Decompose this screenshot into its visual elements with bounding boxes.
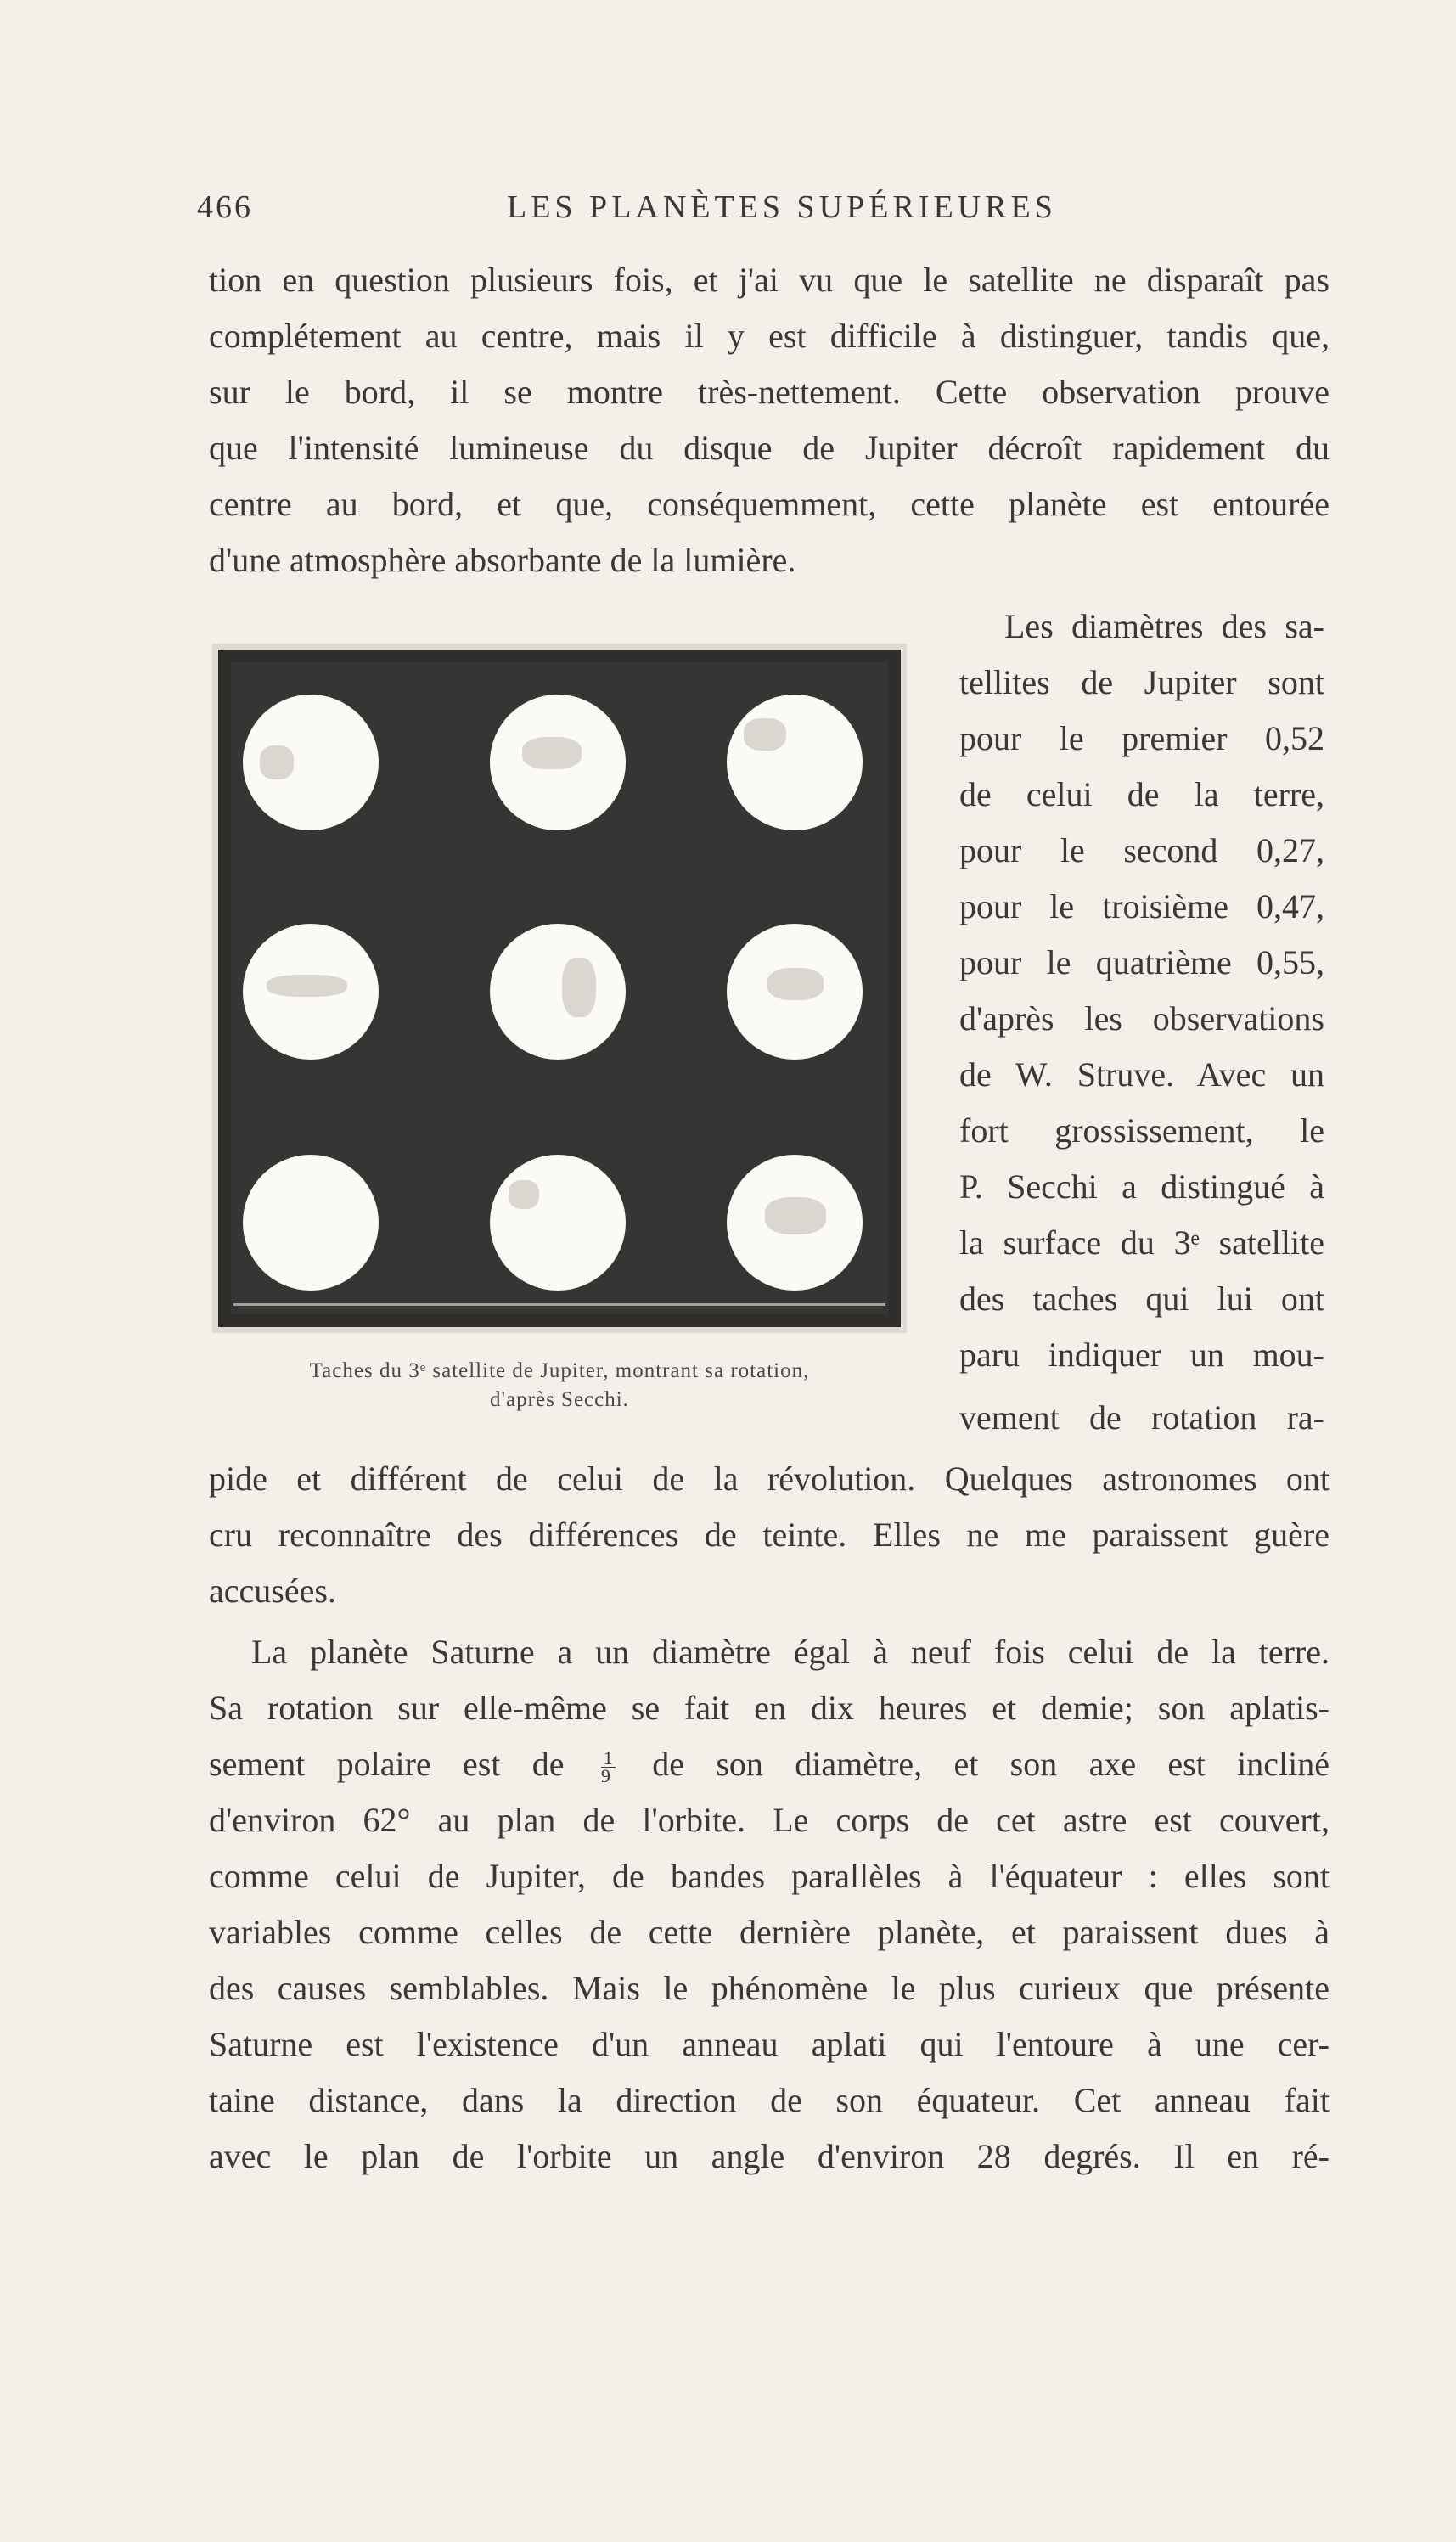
text-line: pour le troisième 0,47, <box>959 887 1324 925</box>
text-line: paru indiquer un mou- <box>959 1336 1324 1374</box>
plate-frame <box>218 650 901 1327</box>
surface-spot <box>522 737 582 769</box>
text-line: des causes semblables. Mais le phénomène le plus curieux que présente <box>209 1969 1330 2007</box>
satellite-disc <box>490 1155 626 1291</box>
text-line: d'environ 62° au plan de l'orbite. Le corps de cet astre est couvert, <box>209 1801 1330 1839</box>
text-line: de W. Struve. Avec un <box>959 1055 1324 1094</box>
text-line: vement de rotation ra- <box>959 1398 1324 1437</box>
satellite-disc <box>243 924 379 1060</box>
page-header <box>197 180 1335 231</box>
text-line: pour le second 0,27, <box>959 831 1324 869</box>
text-line: Sa rotation sur elle-même se fait en dix heures et demie; son aplatis- <box>209 1689 1330 1727</box>
text-line: pour le quatrième 0,55, <box>959 943 1324 981</box>
fraction-numerator: 1 <box>601 1750 616 1768</box>
text-line: cru reconnaître des différences de teinte. Elles ne me paraissent guère <box>209 1516 1330 1554</box>
text-line: taine distance, dans la direction de son équateur. Cet anneau fait <box>209 2081 1330 2119</box>
text-line: avec le plan de l'orbite un angle d'environ 28 degrés. Il en ré- <box>209 2137 1330 2175</box>
text-line: d'après les observations <box>959 999 1324 1038</box>
satellite-plate-figure <box>212 644 907 1333</box>
text-line: sur le bord, il se montre très-nettement. Cette observation prouve <box>209 373 1330 411</box>
text-line: P. Secchi a distingué à <box>959 1167 1324 1206</box>
text-line-with-fraction <box>209 1739 1330 1790</box>
text-line: La planète Saturne a un diamètre égal à neuf fois celui de la terre. <box>251 1633 1330 1671</box>
satellite-disc <box>727 695 863 830</box>
text-line: comme celui de Jupiter, de bandes parallèles à l'équateur : elles sont <box>209 1857 1330 1895</box>
caption-line: d'après Secchi. <box>490 1388 629 1411</box>
text-line: la surface du 3ᵉ satellite <box>959 1223 1324 1262</box>
text-line: accusées. <box>209 1572 336 1610</box>
text-line: que l'intensité lumineuse du disque de Jupiter décroît rapidement du <box>209 429 1330 467</box>
surface-spot <box>509 1180 539 1209</box>
plate-background <box>231 662 888 1314</box>
text-line: variables comme celles de cette dernière planète, et paraissent dues à <box>209 1913 1330 1951</box>
caption-line: Taches du 3ᵉ satellite de Jupiter, montrant sa rotation, <box>309 1359 810 1382</box>
text-segment: de son diamètre, et son axe est incliné <box>652 1745 1330 1783</box>
surface-spot <box>744 718 786 751</box>
surface-spot <box>767 968 824 1000</box>
satellite-disc <box>243 1155 379 1291</box>
surface-spot <box>267 975 347 997</box>
text-line: de celui de la terre, <box>959 775 1324 813</box>
page-number: 466 <box>197 189 253 225</box>
surface-spot <box>260 745 294 779</box>
running-title: LES PLANÈTES SUPÉRIEURES <box>507 189 1057 225</box>
fraction <box>600 1747 616 1787</box>
text-line: tellites de Jupiter sont <box>959 663 1324 701</box>
text-line: complétement au centre, mais il y est difficile à distinguer, tandis que, <box>209 317 1330 355</box>
plate-bottom-rule <box>233 1303 885 1306</box>
text-line: tion en question plusieurs fois, et j'ai vu que le satellite ne disparaît pas <box>209 261 1330 299</box>
text-line: d'une atmosphère absorbante de la lumière. <box>209 541 796 579</box>
text-line: pide et différent de celui de la révolution. Quelques astronomes ont <box>209 1459 1330 1498</box>
satellite-disc <box>490 924 626 1060</box>
satellite-disc <box>727 1155 863 1291</box>
text-line: fort grossissement, le <box>959 1111 1324 1150</box>
text-line: centre au bord, et que, conséquemment, cette planète est entourée <box>209 485 1330 523</box>
surface-spot <box>562 958 596 1017</box>
fraction-denominator: 9 <box>600 1765 610 1787</box>
figure-caption <box>212 1357 907 1414</box>
satellite-disc <box>727 924 863 1060</box>
text-segment: sement polaire est de <box>209 1745 565 1783</box>
text-line: Saturne est l'existence d'un anneau aplati qui l'entoure à une cer- <box>209 2025 1330 2063</box>
text-line: des taches qui lui ont <box>959 1279 1324 1318</box>
text-line: pour le premier 0,52 <box>959 719 1324 757</box>
text-line: Les diamètres des sa- <box>1004 607 1324 645</box>
satellite-disc <box>490 695 626 830</box>
satellite-disc <box>243 695 379 830</box>
surface-spot <box>765 1197 826 1234</box>
